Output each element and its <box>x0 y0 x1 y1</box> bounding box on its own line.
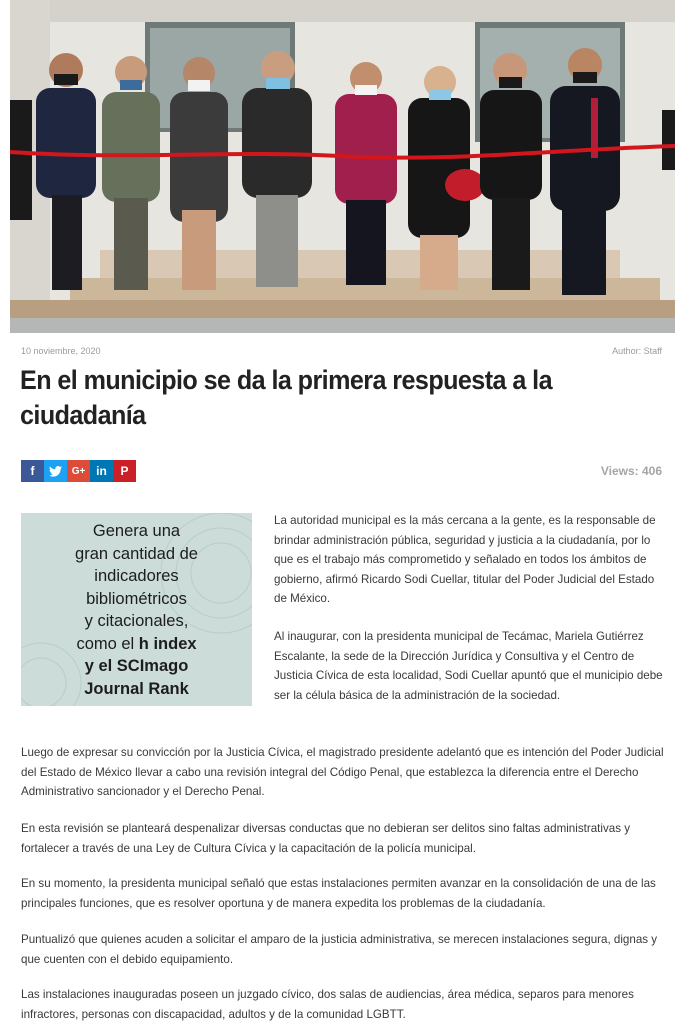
ad-line: bibliométricos <box>86 589 187 608</box>
article-date: 10 noviembre, 2020 <box>21 346 101 356</box>
linkedin-share-icon[interactable]: in <box>90 460 113 482</box>
ad-bold-span: Journal Rank <box>84 679 189 698</box>
ad-line <box>21 678 252 701</box>
pinterest-share-icon[interactable]: P <box>113 460 136 482</box>
share-bar <box>21 460 136 482</box>
article-paragraph: Al inaugurar, con la presidenta municipal de Tecámac, Mariela Gutiérrez Escalante, la sede de la Dirección Jurídica y Consultiva y el Centro de Justicia Cívica de esta localidad, Sodi Cuellar apuntó que el municipio debe ser la célula básica de la administración de la sociedad. <box>274 630 663 702</box>
article-paragraph: Luego de expresar su convicción por la Justicia Cívica, el magistrado presidente adelantó que es intención del Poder Judicial del Estado de México llevar a cabo una revisión integral del Código Penal, que establezca la diferencia entre el Derecho Administrativo sancionador y el Derecho Penal. <box>21 746 664 798</box>
advertisement-banner[interactable] <box>21 513 252 706</box>
article-title: En el municipio se da la primera respuesta a la ciudadanía <box>20 365 553 430</box>
ad-line: indicadores <box>94 567 179 585</box>
ad-bold-span: y el SCImago <box>84 657 189 675</box>
article-paragraph: En esta revisión se planteará despenalizar diversas conductas que no debieran ser delitos sino faltas administrativas y fortalecer a través de una Ley de Cultura Cívica y la capacitación de la policía municipal. <box>21 822 631 855</box>
ad-line: gran cantidad de <box>75 544 198 563</box>
article-hero-photo <box>10 0 675 333</box>
ad-line: y citacionales, <box>84 612 189 630</box>
facebook-share-icon[interactable]: f <box>21 460 44 482</box>
article-paragraph: Puntualizó que quienes acuden a solicitar el amparo de la justicia administrativa, se merecen instalaciones segura, dignas y que cuenten con el debido equipamiento. <box>21 933 658 966</box>
ad-line <box>21 655 252 678</box>
article-paragraph: La autoridad municipal es la más cercana a la gente, es la responsable de brindar administración pública, seguridad y justicia a la ciudadanía, por lo que es el trabajo más comprometido y señalado en todos los ámbitos de gobierno, afirmó Ricardo Sodi Cuellar, titular del Poder Judicial del Estado de México. <box>274 514 656 605</box>
article-paragraph: En su momento, la presidenta municipal señaló que estas instalaciones permiten avanzar en la consolidación de una de las principales funciones, que es resolver oportuna y de manera expedita los problemas de la ciudadanía. <box>21 877 656 910</box>
ad-line: Genera una <box>92 522 181 540</box>
ribbon-cutting-photo <box>10 0 675 333</box>
views-count: Views: 406 <box>600 464 662 478</box>
ad-line <box>21 633 252 656</box>
ad-headline <box>21 520 252 700</box>
twitter-share-icon[interactable] <box>44 460 67 482</box>
ad-bold-span: h index <box>138 634 197 653</box>
article-author[interactable]: Author: Staff <box>612 346 662 356</box>
twitter-bird-icon <box>49 466 62 477</box>
article-paragraph: Las instalaciones inauguradas poseen un juzgado cívico, dos salas de audiencias, área médica, separos para menores infractores, personas con discapacidad, adultos y de la comunidad LGBTT. <box>21 988 634 1021</box>
ad-text-span: como el <box>76 634 139 653</box>
googleplus-share-icon[interactable]: G+ <box>67 460 90 482</box>
